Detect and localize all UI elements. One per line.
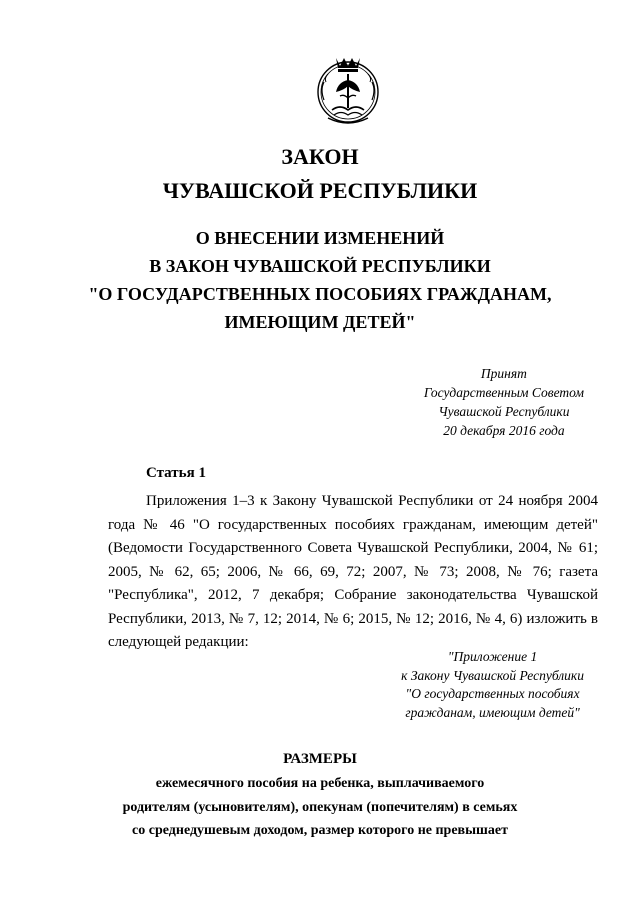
appendix-line: "О государственных пособиях (405, 686, 580, 701)
sizes-subtitle-line: ежемесячного пособия на ребенка, выплачиваемого (155, 776, 485, 791)
adoption-date: 20 декабря 2016 года (443, 423, 565, 438)
law-subtitle-line: В ЗАКОН ЧУВАШСКОЙ РЕСПУБЛИКИ (149, 256, 491, 276)
sizes-subtitle-line: родителям (усыновителям), опекунам (попечителям) в семьях (122, 799, 518, 815)
article-text (108, 490, 598, 655)
sizes-subtitle (0, 772, 640, 843)
sizes-subtitle-line: со среднедушевым доходом, размер которого не превышает (132, 823, 508, 838)
law-title (0, 140, 640, 208)
law-subtitle-line: ИМЕЮЩИМ ДЕТЕЙ" (224, 312, 416, 332)
law-title-line: ЧУВАШСКОЙ РЕСПУБЛИКИ (162, 178, 478, 203)
article-heading: Статья 1 (146, 465, 206, 481)
adoption-note (424, 364, 584, 440)
article-body: Приложения 1–3 к Закону Чувашской Республики от 24 ноября 2004 года № 46 "О государственных пособиях гражданам, имеющим детей" (Ведомости Государственного Совета Чувашской Республики, 2004, № 61; 2005, № 62, 65; 2006, № 66, 69, 72; 2007, № 73; 2008, № 76; газета "Республика", 2012, 7 декабря; Собрание законодательства Чувашской Республики, 2013, № 7, 12; 2014, № 6; 2015, № 12; 2016, № 4, 6) изложить в следующей редакции: (108, 493, 598, 650)
law-title-line: ЗАКОН (281, 144, 359, 169)
appendix-line: "Приложение 1 (447, 649, 538, 664)
appendix-line: гражданам, имеющим детей" (405, 704, 580, 720)
adoption-line: Государственным Советом (423, 385, 584, 400)
appendix-line: к Закону Чувашской Республики (401, 667, 584, 683)
law-subtitle (0, 224, 640, 336)
adoption-line: Принят (480, 366, 527, 381)
law-subtitle-line: О ВНЕСЕНИИ ИЗМЕНЕНИЙ (195, 228, 445, 248)
appendix-reference (401, 648, 584, 722)
chuvash-republic-emblem-icon (314, 52, 382, 128)
sizes-title: РАЗМЕРЫ (283, 751, 357, 767)
law-subtitle-line: "О ГОСУДАРСТВЕННЫХ ПОСОБИЯХ ГРАЖДАНАМ, (88, 284, 552, 304)
adoption-line: Чувашской Республики (438, 404, 570, 419)
